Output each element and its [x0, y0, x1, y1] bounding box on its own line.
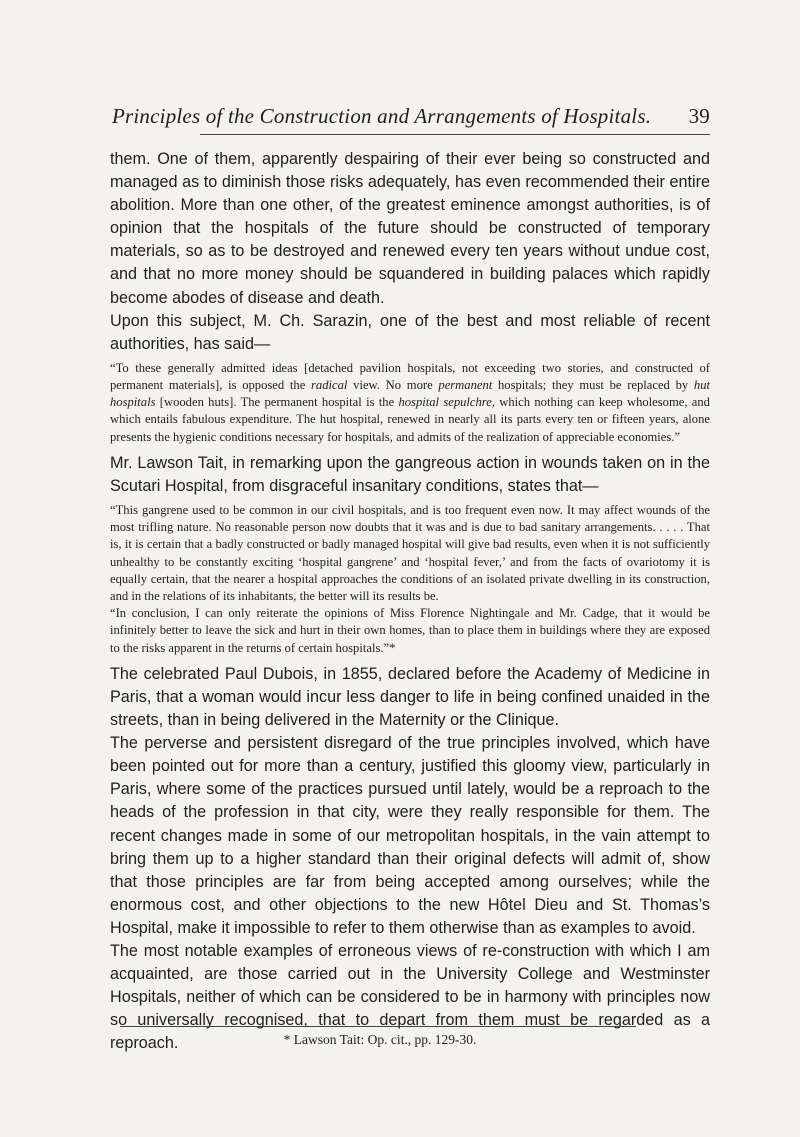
paragraph-3: Mr. Lawson Tait, in remarking upon the gangreous action in wounds taken on in the Scutari Hospital, from disgraceful insanitary conditions, states that—: [110, 453, 710, 495]
quote-sarazin-hut: hut hospitals: [110, 378, 710, 410]
running-header: [112, 104, 710, 134]
paragraph-1: them. One of them, apparently despairing of their ever being so constructed and managed as to diminish those risks adequately, has even recommended their entire abolition. More than one other, of the greatest eminence amongst authorities, is of opinion that the hospitals of the future should be constructed of temporary materials, so as to be destroyed and renewed every ten years without undue cost, and that no more money should be squandered in building palaces which rapidly become abodes of disease and death.: [110, 150, 710, 307]
quote-sarazin: [110, 360, 710, 446]
quote-sarazin-part-e: , which nothing can keep wholesome, and which entails fabulous expenditure. The hut hospital, renewed in nearly all its parts every ten or fifteen years, alone presents the hygienic conditions necessary for hospitals, and admits of the realization of appreciable economies.”: [110, 395, 710, 444]
footnote: * Lawson Tait: Op. cit., pp. 129-30.: [283, 1032, 477, 1047]
quote-sarazin-radical: radical: [311, 378, 348, 393]
running-title: Principles of the Construction and Arrangements of Hospitals.: [112, 104, 652, 128]
footnote-rule: [120, 1026, 636, 1027]
quote-tait-1: “This gangrene used to be common in our civil hospitals, and is too frequent even now. It may affect wounds of the most trifling nature. No reasonable person now doubts that it was and is due to bad sanitary arrangements. . . . . That is, it is certain that a badly constructed or badly managed hospital will give bad results, even when it is not sufficiently unhealthy to be constantly exciting ‘hospital gangrene’ and ‘hospital fever,’ and from the facts of ovariotomy it is equally certain, that the nearer a hospital approaches the conditions of an isolated private dwelling in its construction, and in the relations of its inhabitants, the better will its results be.: [110, 503, 710, 604]
quote-sarazin-sepulchre: hospital sepulchre: [398, 395, 492, 410]
quote-sarazin-part-a: “To these generally admitted ideas [detached pavilion hospitals, not exceeding two stories, and constructed of permanent materials], is opposed the: [110, 360, 710, 393]
quote-sarazin-part-d: [wooden huts]. The permanent hospital is the: [155, 395, 399, 410]
quote-sarazin-part-b: view. No more: [347, 378, 439, 393]
paragraph-4: The celebrated Paul Dubois, in 1855, declared before the Academy of Medicine in Paris, that a woman would incur less danger to life in being confined unaided in the streets, than in being delivered in the Maternity or the Clinique.: [110, 664, 710, 730]
body-text: [110, 148, 710, 1055]
quote-sarazin-part-c: hospitals; they must be replaced by: [492, 378, 694, 393]
quote-tait-2: “In conclusion, I can only reiterate the opinions of Miss Florence Nightingale and Mr. Cadge, that it would be infinitely better to leave the sick and hurt in their own homes, than to place them in buildings where they are exposed to the risks apparent in the returns of certain hospitals.”*: [110, 606, 710, 655]
header-rule: [200, 134, 710, 135]
quote-sarazin-permanent: permanent: [438, 378, 493, 393]
paragraph-6: The most notable examples of erroneous views of re-construction with which I am acquainted, are those carried out in the University College and Westminster Hospitals, neither of which can be considered to be in harmony with principles now so universally recognised, that to depart from them must be regarded as a reproach.: [110, 942, 710, 1053]
page-number: 39: [688, 104, 710, 128]
paragraph-5: The perverse and persistent disregard of the true principles involved, which have been pointed out for more than a century, justified this gloomy view, particularly in Paris, where some of the practices pursued until lately, would be a reproach to the heads of the profession in that city, were they really responsible for them. The recent changes made in some of our metropolitan hospitals, in the vain attempt to bring them up to a higher standard than their original defects will admit of, show that those principles are far from being accepted among ourselves; while the enormous cost, and other objections to the new Hôtel Dieu and St. Thomas’s Hospital, make it impossible to refer to them otherwise than as examples to avoid.: [110, 734, 710, 937]
paragraph-2: Upon this subject, M. Ch. Sarazin, one of the best and most reliable of recent authorities, has said—: [110, 311, 710, 353]
